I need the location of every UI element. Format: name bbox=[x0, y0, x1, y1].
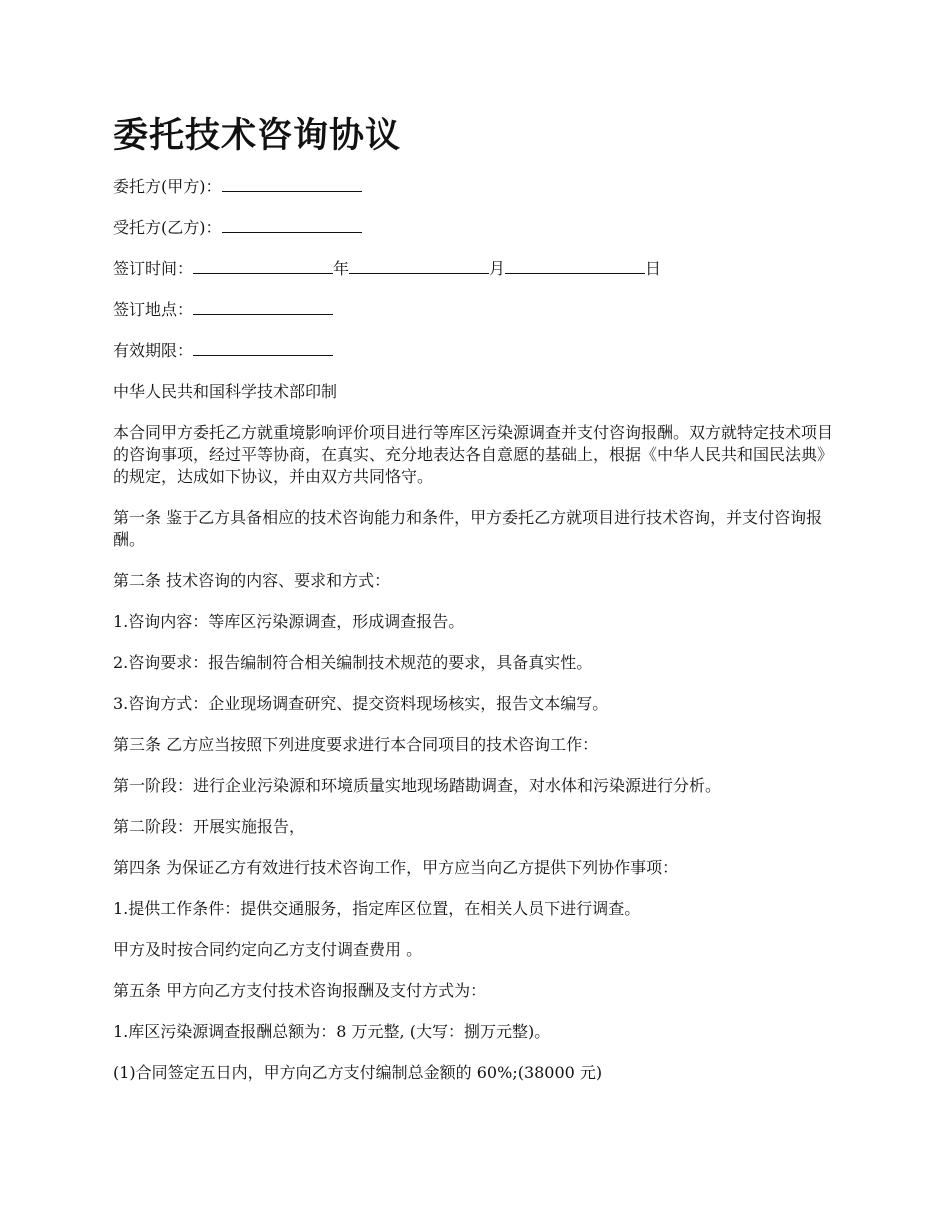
paragraph: 第五条 甲方向乙方支付技术咨询报酬及支付方式为： bbox=[113, 981, 487, 1000]
year-label: 年 bbox=[333, 259, 350, 278]
paragraph: 3.咨询方式：企业现场调查研究、提交资料现场核实，报告文本编写。 bbox=[113, 694, 609, 713]
paragraph: 第一阶段：进行企业污染源和环境质量实地现场踏勘调查，对水体和污染源进行分析。 bbox=[113, 776, 722, 795]
paragraph: 第四条 为保证乙方有效进行技术咨询工作，甲方应当向乙方提供下列协作事项： bbox=[113, 858, 679, 877]
day-blank[interactable] bbox=[505, 259, 645, 274]
client-blank[interactable] bbox=[222, 177, 362, 192]
contractor-blank[interactable] bbox=[222, 218, 362, 233]
sign-time-label: 签订时间： bbox=[113, 259, 194, 278]
paragraph: 第二阶段：开展实施报告， bbox=[113, 817, 306, 836]
sign-place-field bbox=[113, 299, 843, 321]
validity-field bbox=[113, 340, 843, 362]
client-field bbox=[113, 176, 843, 198]
validity-blank[interactable] bbox=[193, 341, 333, 356]
paragraph: 1.提供工作条件：提供交通服务，指定库区位置，在相关人员下进行调查。 bbox=[113, 899, 641, 918]
paragraph: 第二条 技术咨询的内容、要求和方式： bbox=[113, 571, 391, 590]
sign-place-label: 签订地点： bbox=[113, 300, 194, 319]
document-page bbox=[113, 112, 843, 1103]
month-label: 月 bbox=[489, 259, 506, 278]
contractor-field bbox=[113, 217, 843, 239]
year-blank[interactable] bbox=[193, 259, 333, 274]
paragraph: 第一条 鉴于乙方具备相应的技术咨询能力和条件，甲方委托乙方就项目进行技术咨询，并支付咨询报酬。 bbox=[113, 508, 823, 549]
client-label: 委托方(甲方)： bbox=[113, 177, 222, 196]
paragraph: 第三条 乙方应当按照下列进度要求进行本合同项目的技术咨询工作： bbox=[113, 735, 599, 754]
paragraph: 本合同甲方委托乙方就重境影响评价项目进行等库区污染源调查并支付咨询报酬。双方就特定技术项目的咨询事项，经过平等协商，在真实、充分地表达各自意愿的基础上，根据《中华人民共和国民法典》的规定，达成如下协议，并由双方共同恪守。 bbox=[113, 423, 834, 486]
day-label: 日 bbox=[645, 259, 662, 278]
paragraph: 2.咨询要求：报告编制符合相关编制技术规范的要求，具备真实性。 bbox=[113, 653, 593, 672]
printer-line: 中华人民共和国科学技术部印制 bbox=[113, 382, 338, 401]
month-blank[interactable] bbox=[349, 259, 489, 274]
paragraph: 1.库区污染源调查报酬总额为：8 万元整, (大写：捌万元整)。 bbox=[113, 1022, 551, 1041]
document-title: 委托技术咨询协议 bbox=[113, 115, 402, 156]
paragraph: 甲方及时按合同约定向乙方支付调查费用 。 bbox=[113, 940, 423, 959]
sign-place-blank[interactable] bbox=[193, 300, 333, 315]
sign-time-field bbox=[113, 258, 843, 280]
paragraph: (1)合同签定五日内，甲方向乙方支付编制总金额的 60%;(38000 元) bbox=[113, 1063, 603, 1082]
paragraph: 1.咨询内容：等库区污染源调查，形成调查报告。 bbox=[113, 612, 465, 631]
validity-label: 有效期限： bbox=[113, 341, 194, 360]
contractor-label: 受托方(乙方)： bbox=[113, 218, 222, 237]
